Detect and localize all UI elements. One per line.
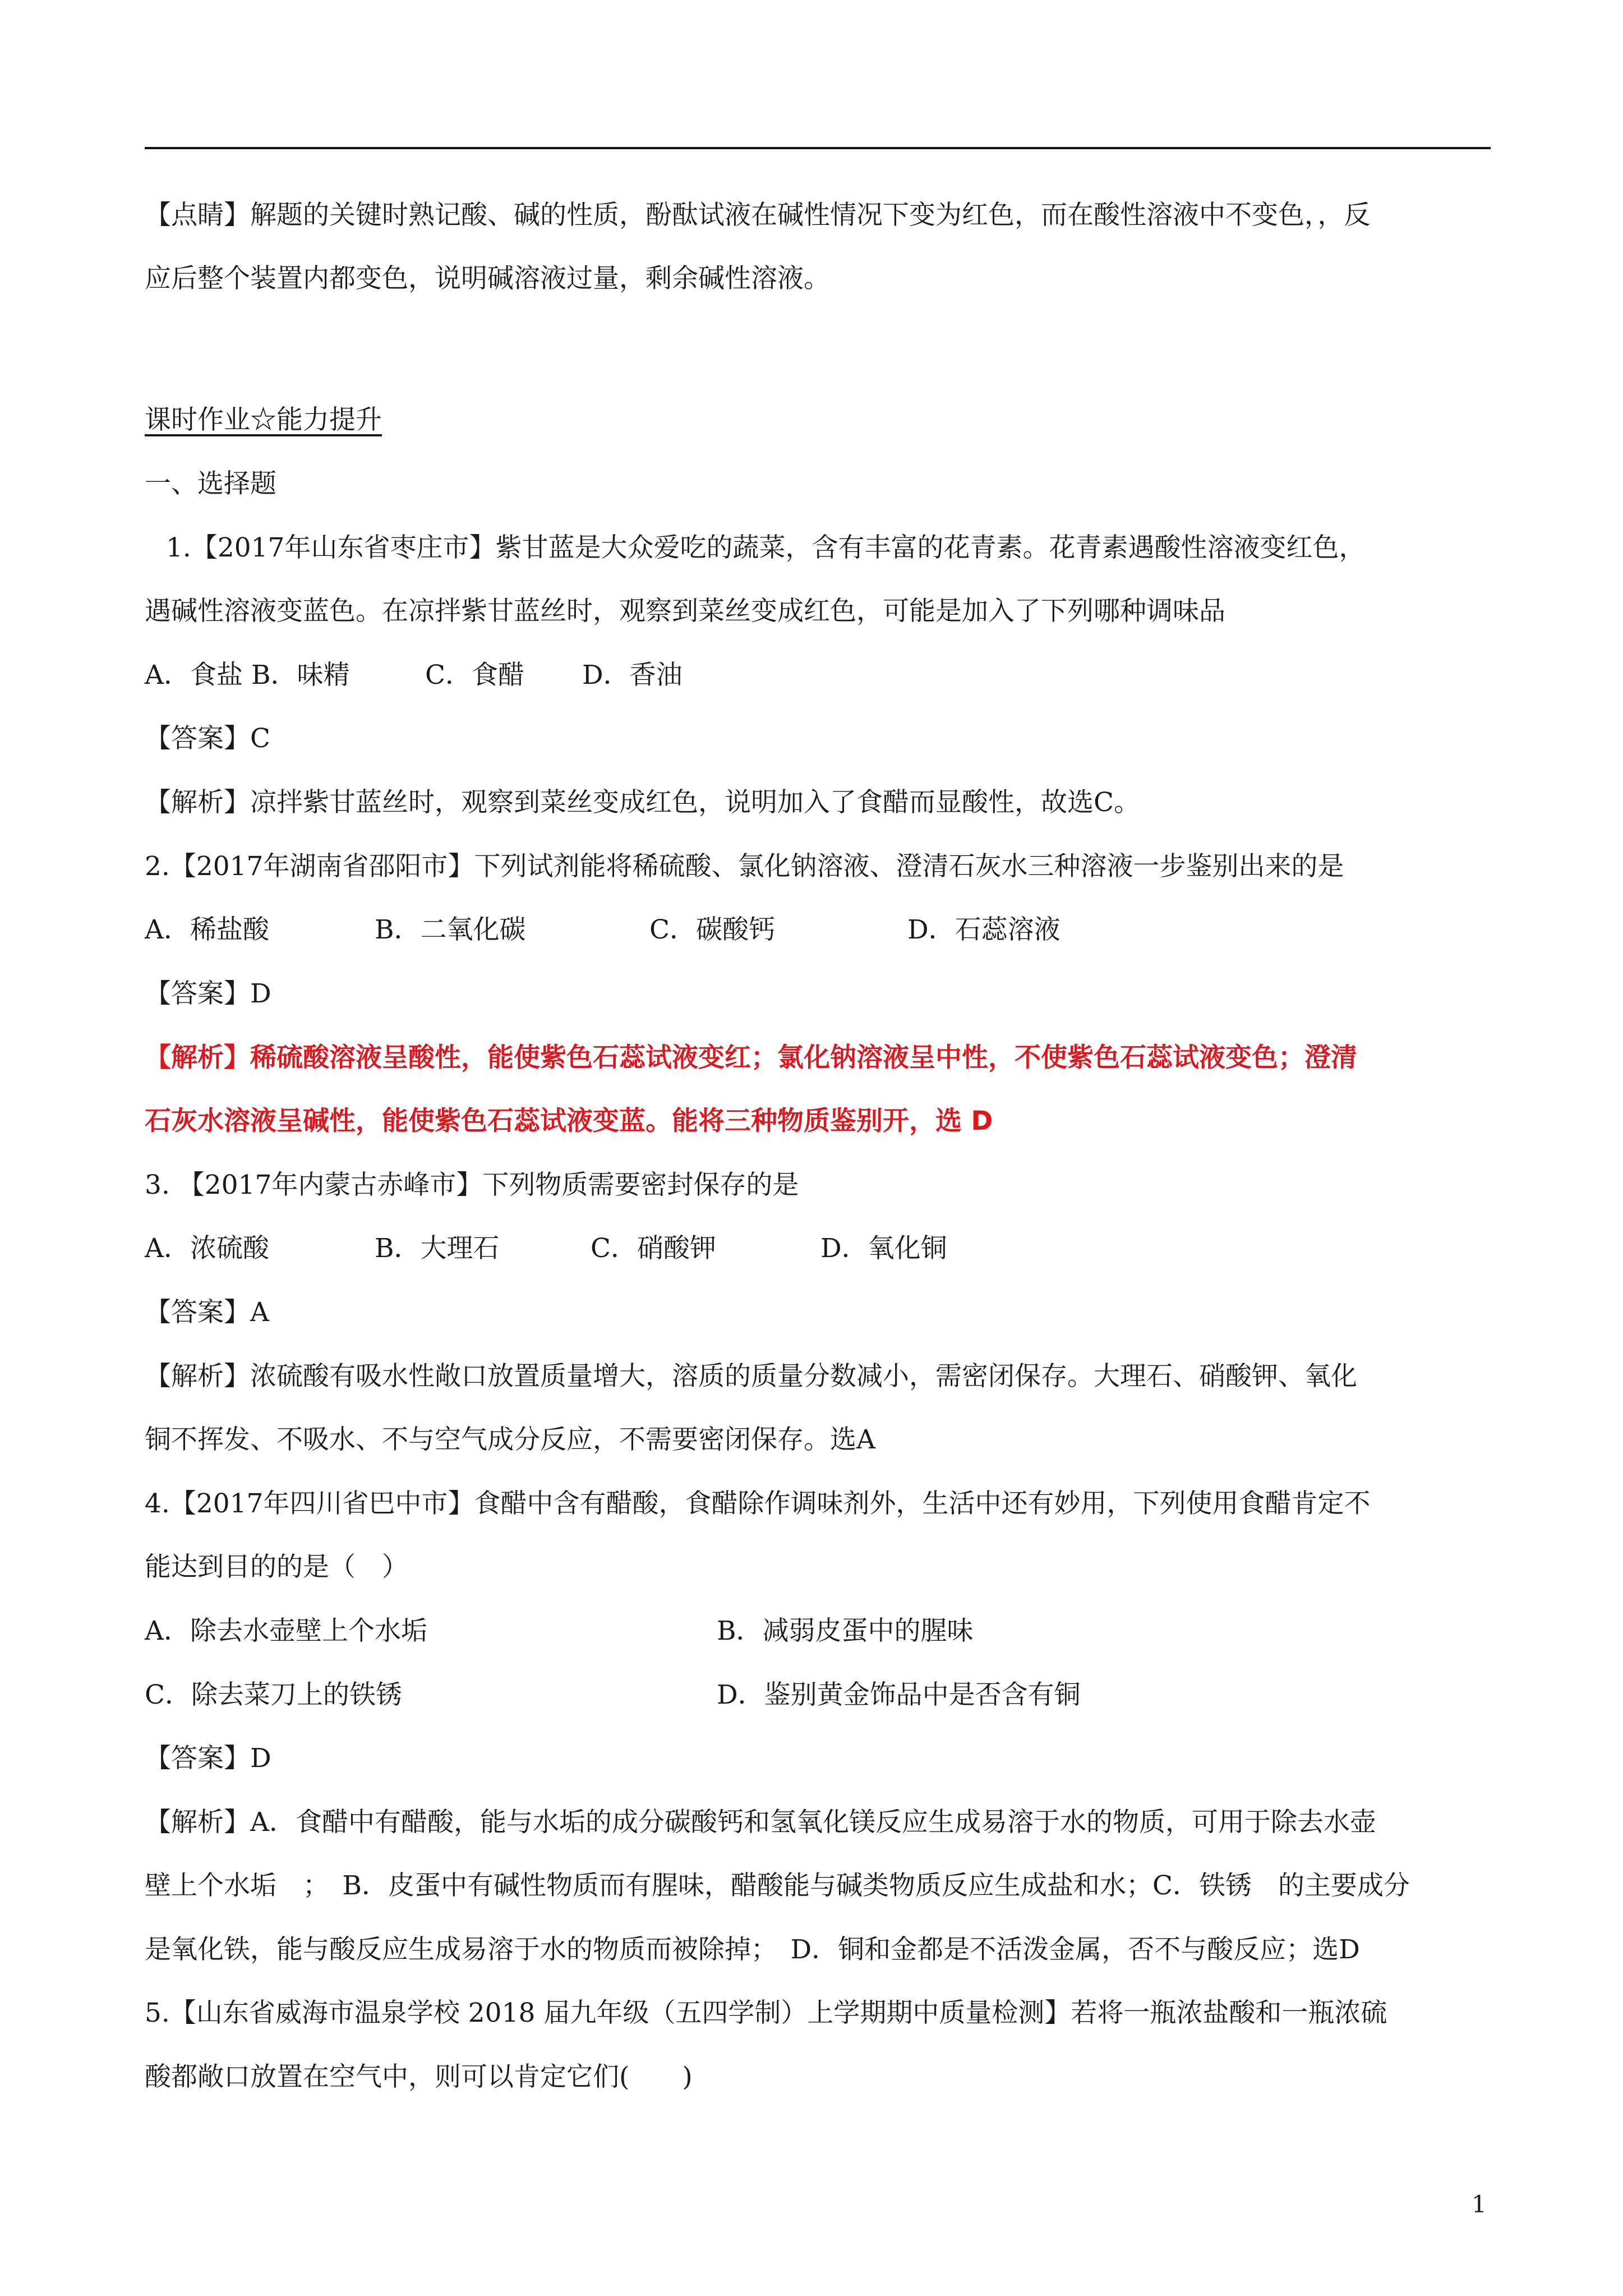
q2-option-c: C．碳酸钙 [649,914,775,945]
q4-analysis-line-3: 是氧化铁，能与酸反应生成易溶于水的物质而被除掉； D．铜和金都是不活泼金属，否不与酸反应；选D [145,1934,1360,1965]
q4-option-b: B．减弱皮蛋中的腥味 [717,1616,974,1646]
q1-analysis: 【解析】凉拌紫甘蓝丝时，观察到菜丝变成红色，说明加入了食醋而显酸性，故选C。 [145,787,1140,818]
q4-option-c: C．除去菜刀上的铁锈 [145,1680,402,1710]
q4-analysis-line-2: 壁上个水垢 ； B．皮蛋中有碱性物质而有腥味，醋酸能与碱类物质反应生成盐和水；C．铁锈 的主要成分 [145,1870,1410,1901]
q2-analysis-line-1: 【解析】稀硫酸溶液呈酸性，能使紫色石蕊试液变红；氯化钠溶液呈中性，不使紫色石蕊试液变色；澄清 [145,1042,1357,1073]
q1-option-d: D．香油 [582,660,683,691]
q3-option-a: A．浓硫酸 [145,1233,269,1264]
q3-option-d: D．氧化铜 [820,1233,947,1264]
q4-option-d: D．鉴别黄金饰品中是否含有铜 [717,1680,1081,1710]
section-title: 课时作业☆能力提升 [145,404,382,435]
q3-option-b: B．大理石 [375,1233,500,1264]
q4-analysis-line-1: 【解析】A．食醋中有醋酸，能与水垢的成分碳酸钙和氢氧化镁反应生成易溶于水的物质，可用于除去水壶 [145,1807,1376,1838]
q1-line-1: 1.【2017年山东省枣庄市】紫甘蓝是大众爱吃的蔬菜，含有丰富的花青素。花青素遇酸性溶液变红色， [166,532,1366,563]
q1-options [145,643,1491,707]
q1-answer: 【答案】C [145,723,270,754]
q4-option-a: A．除去水壶壁上个水垢 [145,1616,427,1646]
q4-options-row-2 [145,1663,1491,1727]
q1-option-c: C．食醋 [425,660,524,691]
q4-line-2: 能达到目的的是（ ） [145,1552,408,1582]
dianjing-line-1: 【点睛】解题的关键时熟记酸、碱的性质，酚酞试液在碱性情况下变为红色，而在酸性溶液中不变色，，反 [145,200,1371,231]
q5-line-2: 酸都敞口放置在空气中，则可以肯定它们( ) [145,2062,693,2092]
q5-line-1: 5.【山东省威海市温泉学校 2018 届九年级（五四学制）上学期期中质量检测】若将一瓶浓盐酸和一瓶浓硫 [145,1998,1387,2028]
q3-options [145,1217,1491,1281]
q3-answer: 【答案】A [145,1297,269,1328]
q4-answer: 【答案】D [145,1743,271,1774]
page-number: 1 [1472,2191,1487,2218]
q2-analysis-line-2: 石灰水溶液呈碱性，能使紫色石蕊试液变蓝。能将三种物质鉴别开，选 D [145,1106,993,1137]
q3-option-c: C．硝酸钾 [591,1233,716,1264]
q2-option-d: D．石蕊溶液 [907,914,1061,945]
q2-answer: 【答案】D [145,978,271,1009]
q2-options [145,898,1491,962]
q1-option-a: A．食盐 [145,660,243,691]
q3-analysis-line-1: 【解析】浓硫酸有吸水性敞口放置质量增大，溶质的质量分数减小，需密闭保存。大理石、硝酸钾、氧化 [145,1361,1357,1392]
q1-option-b: B．味精 [251,660,350,691]
q2-line: 2.【2017年湖南省邵阳市】下列试剂能将稀硫酸、氯化钠溶液、澄清石灰水三种溶液一步鉴别出来的是 [145,851,1344,882]
q3-line: 3. 【2017年内蒙古赤峰市】下列物质需要密封保存的是 [145,1170,799,1200]
part-title: 一、选择题 [145,468,276,499]
q3-analysis-line-2: 铜不挥发、不吸水、不与空气成分反应，不需要密闭保存。选A [145,1424,875,1455]
q4-options-row-1 [145,1599,1491,1663]
q2-option-a: A．稀盐酸 [145,914,269,945]
dianjing-line-2: 应后整个装置内都变色，说明碱溶液过量，剩余碱性溶液。 [145,263,830,294]
q4-line-1: 4.【2017年四川省巴中市】食醋中含有醋酸，食醋除作调味剂外，生活中还有妙用，下列使用食醋肯定不 [145,1488,1371,1519]
header-rule [145,147,1491,149]
q2-option-b: B．二氧化碳 [375,914,526,945]
q1-line-2: 遇碱性溶液变蓝色。在凉拌紫甘蓝丝时，观察到菜丝变成红色，可能是加入了下列哪种调味品 [145,596,1225,627]
